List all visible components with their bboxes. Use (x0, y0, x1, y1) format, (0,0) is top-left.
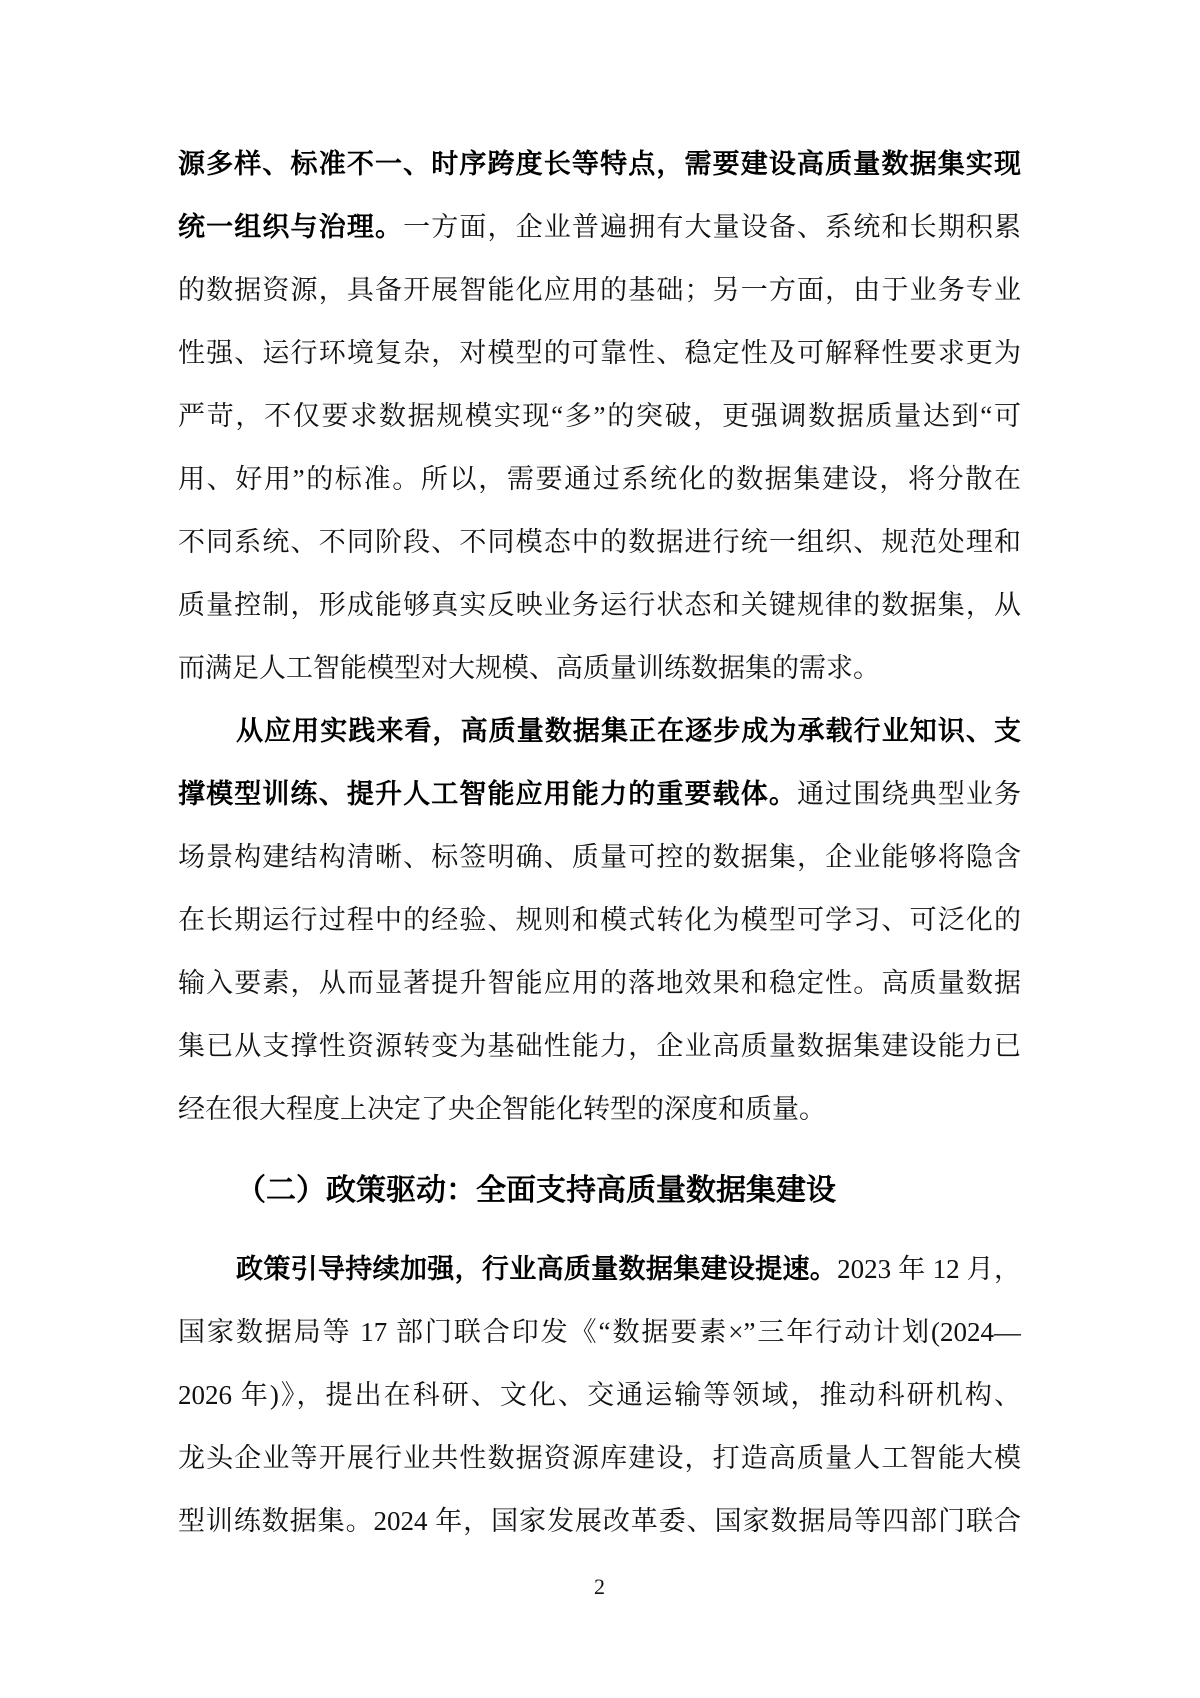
text-run: 用、好用”的标准。所以，需要通过系统化的数据集建设，将分散在 (178, 464, 1021, 494)
bold-run: 撑模型训练、提升人工智能应用能力的重要载体。 (178, 779, 798, 809)
text-run: 质量控制，形成能够真实反映业务运行状态和关键规律的数据集，从 (178, 590, 1021, 620)
bold-run: 从应用实践来看，高质量数据集正在逐步成为承载行业知识、支 (236, 716, 1021, 746)
text-line (178, 1301, 1021, 1364)
text-run: 一方面，企业普遍拥有大量设备、系统和长期积累 (403, 212, 1021, 242)
text-run: 在长期运行过程中的经验、规则和模式转化为模型可学习、可泛化的 (178, 905, 1021, 935)
paragraph-1 (178, 133, 1021, 700)
text-line (178, 259, 1021, 322)
text-run: 性强、运行环境复杂，对模型的可靠性、稳定性及可解释性要求更为 (178, 338, 1021, 368)
text-line (178, 637, 1021, 700)
text-line (178, 1078, 1021, 1141)
bold-run: 统一组织与治理。 (178, 212, 404, 242)
text-line (178, 448, 1021, 511)
text-line (178, 952, 1021, 1015)
text-run: 场景构建结构清晰、标签明确、质量可控的数据集，企业能够将隐含 (178, 842, 1021, 872)
bold-run: 政策引导持续加强，行业高质量数据集建设提速。 (236, 1254, 838, 1284)
text-line (178, 574, 1021, 637)
text-line (178, 385, 1021, 448)
text-run: 而满足人工智能模型对大规模、高质量训练数据集的需求。 (178, 653, 880, 683)
text-run: 2023 年 12 月， (837, 1254, 1021, 1284)
bold-run: 源多样、标准不一、时序跨度长等特点，需要建设高质量数据集实现 (178, 149, 1021, 179)
section-heading (178, 1159, 1021, 1222)
text-run: 严苛，不仅要求数据规模实现“多”的突破，更强调数据质量达到“可 (178, 401, 1021, 431)
text-line (178, 322, 1021, 385)
text-line (178, 511, 1021, 574)
text-run: 不同系统、不同阶段、不同模态中的数据进行统一组织、规范处理和 (178, 527, 1021, 557)
heading-text: （二）政策驱动：全面支持高质量数据集建设 (236, 1174, 836, 1207)
text-run: 通过围绕典型业务 (797, 779, 1021, 809)
text-line (178, 763, 1021, 826)
page-number: 2 (594, 1574, 605, 1599)
text-run: 国家数据局等 17 部门联合印发《“数据要素×”三年行动计划(2024— (178, 1317, 1021, 1347)
text-run: 型训练数据集。2024 年，国家发展改革委、国家数据局等四部门联合 (178, 1506, 1021, 1536)
text-run: 龙头企业等开展行业共性数据资源库建设，打造高质量人工智能大模 (178, 1443, 1021, 1473)
text-run: 的数据资源，具备开展智能化应用的基础；另一方面，由于业务专业 (178, 275, 1021, 305)
text-run: 经在很大程度上决定了央企智能化转型的深度和质量。 (178, 1094, 826, 1124)
text-line (178, 1364, 1021, 1427)
text-run: 集已从支撑性资源转变为基础性能力，企业高质量数据集建设能力已 (178, 1031, 1021, 1061)
paragraph-2 (178, 700, 1021, 1141)
text-line (178, 1238, 1021, 1301)
text-run: 输入要素，从而显著提升智能应用的落地效果和稳定性。高质量数据 (178, 968, 1021, 998)
text-line (178, 1427, 1021, 1490)
text-line (178, 1015, 1021, 1078)
text-line (178, 196, 1021, 259)
paragraph-3 (178, 1238, 1021, 1553)
text-line (178, 889, 1021, 952)
text-run: 2026 年)》，提出在科研、文化、交通运输等领域，推动科研机构、 (178, 1380, 1021, 1410)
text-line (178, 133, 1021, 196)
text-line (178, 1490, 1021, 1553)
text-line (178, 700, 1021, 763)
text-line (178, 826, 1021, 889)
